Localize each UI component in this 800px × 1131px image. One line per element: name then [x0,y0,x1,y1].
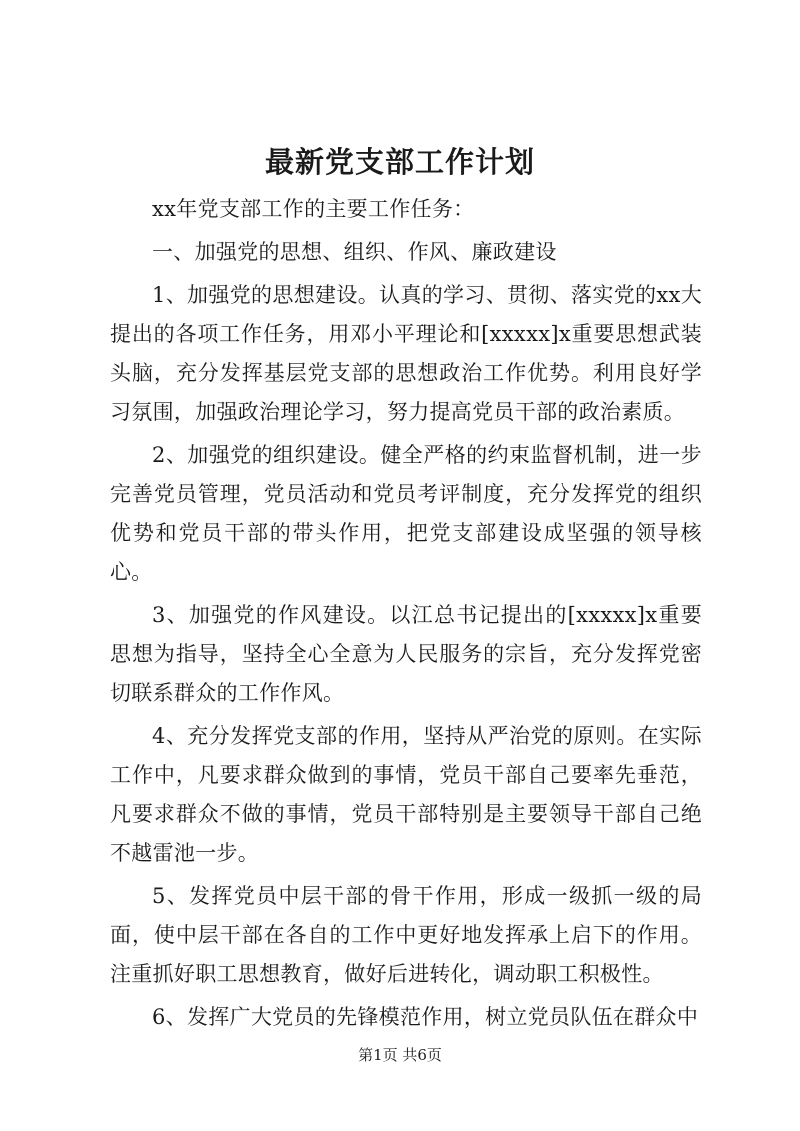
paragraph-item-1: 1、加强党的思想建设。认真的学习、贯彻、落实党的xx大提出的各项工作任务，用邓小平理论和[xxxxx]x重要思想武装头脑，充分发挥基层党支部的思想政治工作优势。利用良好学习氛围，加强政治理论学习，努力提高党员干部的政治素质。 [110,283,702,424]
paragraph-item-4: 4、充分发挥党支部的作用，坚持从严治党的原则。在实际工作中，凡要求群众做到的事情，党员干部自己要率先垂范，凡要求群众不做的事情，党员干部特别是主要领导干部自己绝不越雷池一步。 [110,724,702,865]
page-title: 最新党支部工作计划 [264,145,535,179]
paragraph-item-3: 3、加强党的作风建设。以江总书记提出的[xxxxx]x重要思想为指导，坚持全心全意为人民服务的宗旨，充分发挥党密切联系群众的工作作风。 [110,603,702,705]
paragraph-item-6: 6、发挥广大党员的先锋模范作用，树立党员队伍在群众中 [152,1005,699,1029]
page-number-footer: 第1页 共6页 [358,1046,442,1064]
section-heading-1: 一、加强党的思想、组织、作风、廉政建设 [152,240,557,264]
document-body [110,190,702,1041]
paragraph-item-2: 2、加强党的组织建设。健全严格的约束监督机制，进一步完善党员管理，党员活动和党员考评制度，充分发挥党的组织优势和党员干部的带头作用，把党支部建设成坚强的领导核心。 [110,443,702,584]
paragraph-intro: xx年党支部工作的主要工作任务： [152,197,475,221]
paragraph-item-5: 5、发挥党员中层干部的骨干作用，形成一级抓一级的局面，使中层干部在各自的工作中更好地发挥承上启下的作用。注重抓好职工思想教育，做好后进转化，调动职工积极性。 [110,884,702,986]
